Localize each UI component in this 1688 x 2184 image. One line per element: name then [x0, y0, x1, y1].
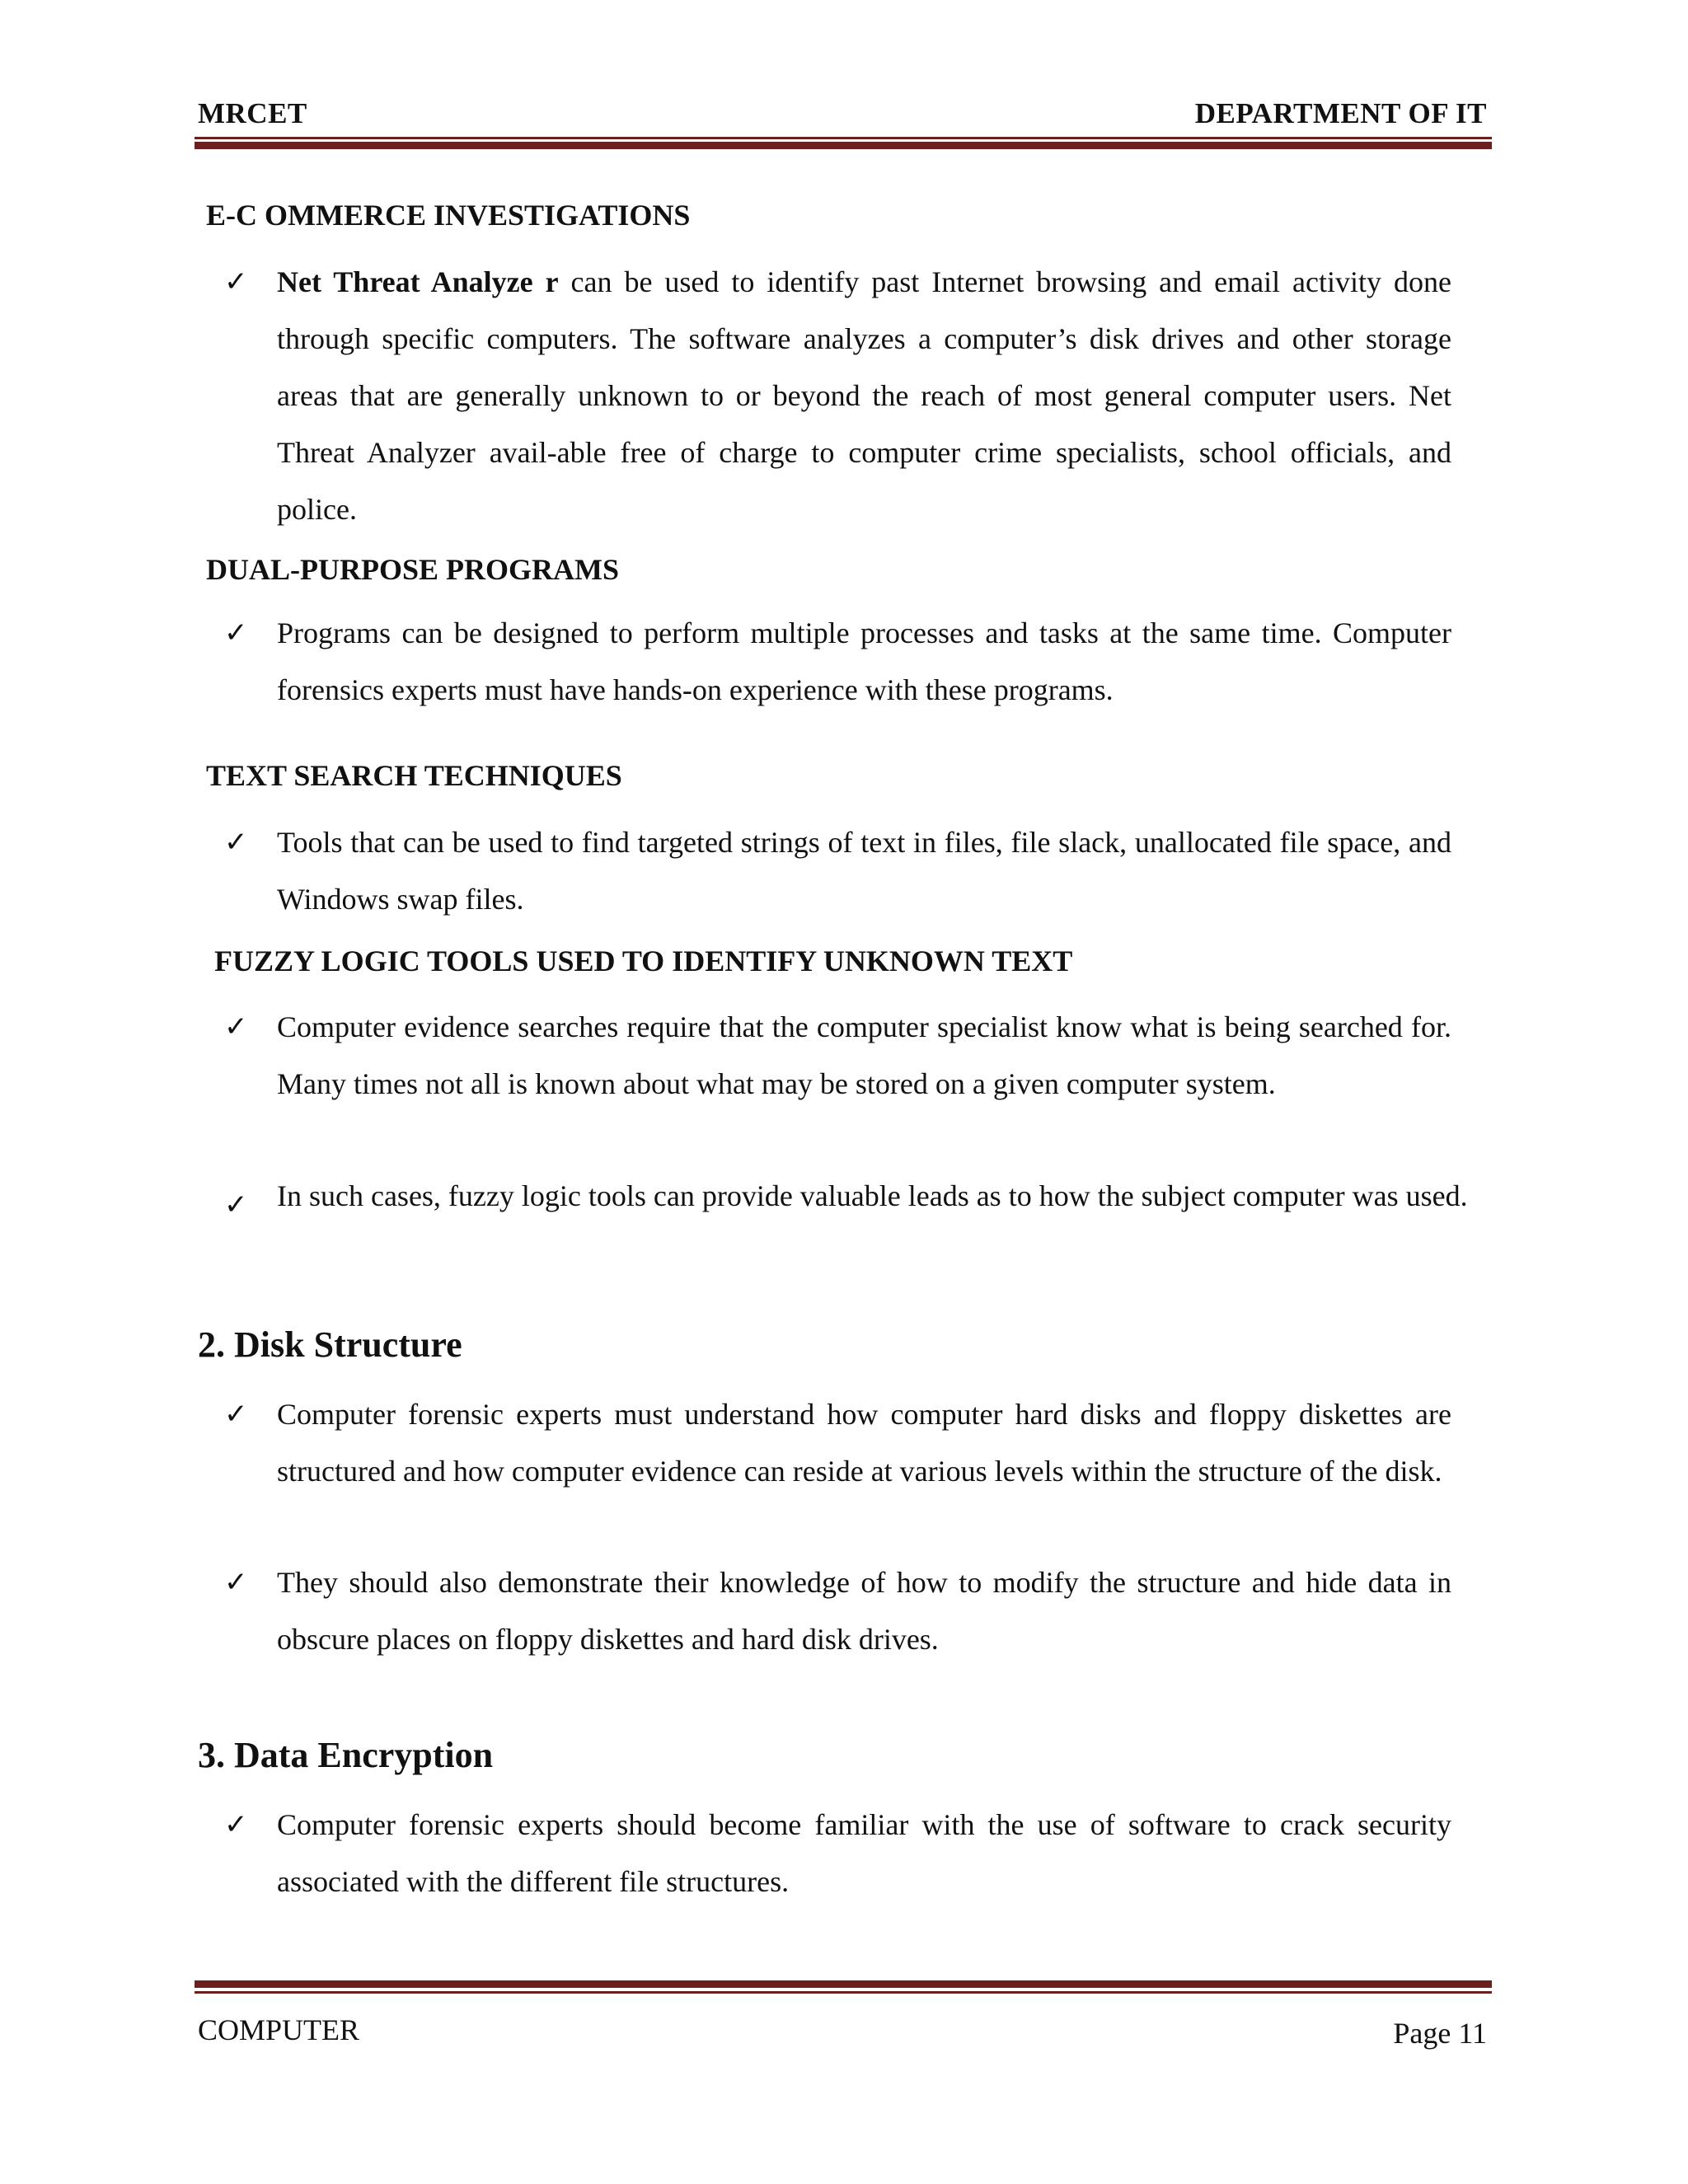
list-item-text: Computer forensic experts should become familiar with the use of software to crack security associated with the different file structures.: [277, 1808, 1451, 1898]
checkmark-icon: ✓: [224, 1398, 248, 1431]
header-right: DEPARTMENT OF IT: [1194, 97, 1487, 129]
header-rule-thick: [195, 142, 1492, 149]
header-rule-thin: [195, 137, 1492, 139]
checkmark-icon: ✓: [224, 1566, 248, 1599]
list-item-text: Programs can be designed to perform multiple processes and tasks at the same time. Computer forensics experts must have hands-on experience with these programs.: [277, 616, 1451, 706]
section-heading-fuzzy-logic: FUZZY LOGIC TOOLS USED TO IDENTIFY UNKNOWN TEXT: [214, 944, 1073, 977]
list-item-text: Computer forensic experts must understand how computer hard disks and floppy diskettes are structured and how computer evidence can reside at various levels within the structure of the disk.: [277, 1398, 1451, 1488]
section-heading-ecommerce: E-C OMMERCE INVESTIGATIONS: [206, 199, 691, 232]
checkmark-icon: ✓: [224, 1188, 248, 1221]
page-number: Page 11: [1393, 2017, 1487, 2050]
section-heading-disk-structure: 2. Disk Structure: [198, 1324, 462, 1365]
checkmark-icon: ✓: [224, 826, 248, 859]
list-item-text: Computer evidence searches require that the computer specialist know what is being searched for. Many times not all is known about what may be stored on a given computer system.: [277, 1010, 1451, 1100]
footer-rule-thin: [195, 1991, 1492, 1994]
list-item-text: [277, 254, 1451, 538]
checkmark-icon: ✓: [224, 1808, 248, 1841]
term-description: can be used to identify past Internet browsing and email activity done through specific computers. The software analyzes a computer’s disk drives and other storage areas that are generally unknown to or beyond the reach of most general computer users. Net Threat Analyzer avail-able free of charge to computer crime specialists, school officials, and police.: [277, 265, 1451, 526]
list-item-text: They should also demonstrate their knowledge of how to modify the structure and hide data in obscure places on floppy diskettes and hard disk drives.: [277, 1566, 1451, 1656]
checkmark-icon: ✓: [224, 265, 248, 298]
footer-rule-thick: [195, 1980, 1492, 1988]
term-bold: Net Threat Analyze r: [277, 265, 559, 298]
checkmark-icon: ✓: [224, 1010, 248, 1043]
list-item-text: In such cases, fuzzy logic tools can provide valuable leads as to how the subject computer was used.: [277, 1179, 1468, 1212]
footer-left: COMPUTER: [198, 2013, 360, 2046]
list-item-text: Tools that can be used to find targeted strings of text in files, file slack, unallocated file space, and Windows swap files.: [277, 826, 1451, 916]
section-heading-text-search: TEXT SEARCH TECHNIQUES: [206, 759, 622, 792]
section-heading-data-encryption: 3. Data Encryption: [198, 1735, 494, 1775]
section-heading-dual-purpose: DUAL-PURPOSE PROGRAMS: [206, 553, 619, 586]
header-left: MRCET: [198, 97, 307, 129]
checkmark-icon: ✓: [224, 616, 248, 649]
